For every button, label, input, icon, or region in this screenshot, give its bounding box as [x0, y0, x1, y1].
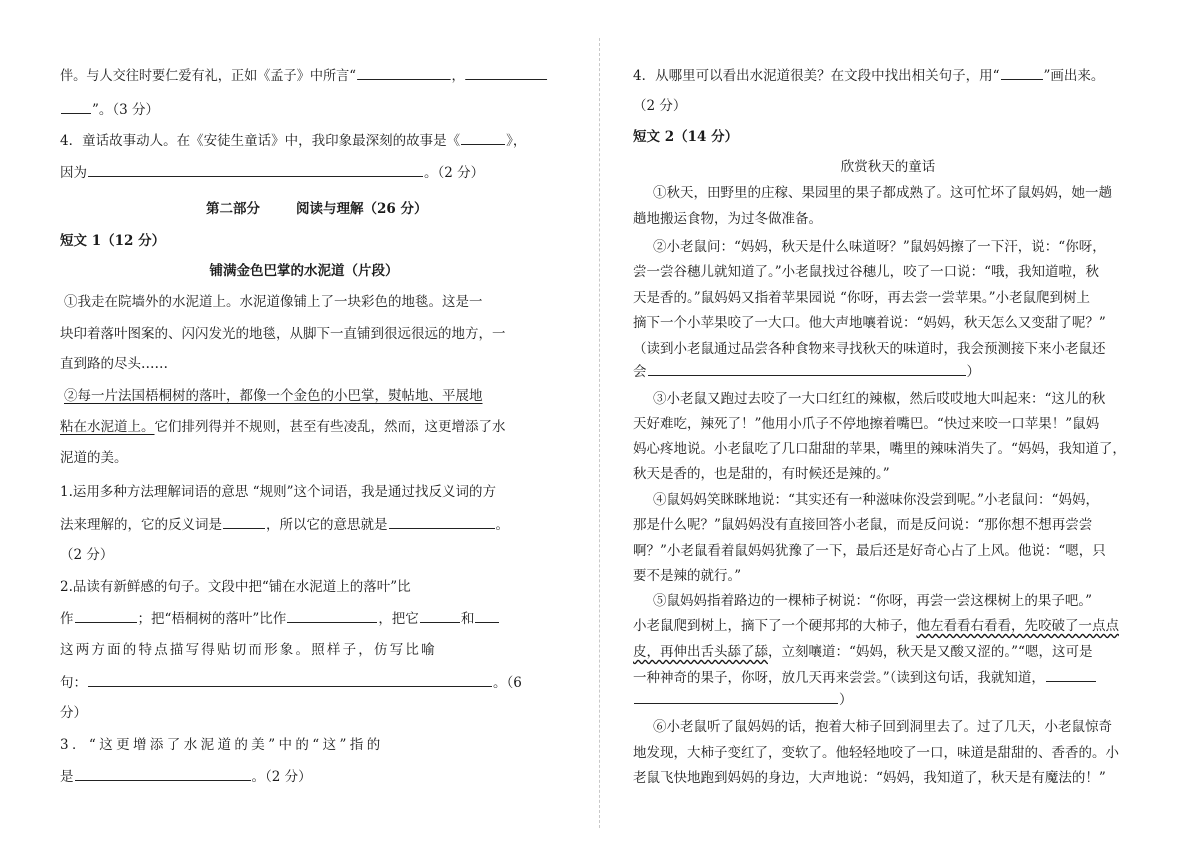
- line-mencius: 伴。与人交往时要仁爱有礼，正如《孟子》中所言“ ，: [60, 66, 548, 85]
- passage-2-para-5-line-4: 一种神奇的果子，你呀，放几天再来尝尝。”（读到这句话，我就知道，: [633, 668, 1097, 687]
- question-4-score: （2 分）: [633, 98, 687, 114]
- answer-blank[interactable]: [1046, 668, 1096, 682]
- answer-blank[interactable]: [461, 131, 505, 145]
- passage-2-para-6-line-3: 老鼠飞快地跑到妈妈的身边，大声地说：“妈妈，我知道了，秋天是有魔法的！”: [633, 770, 1106, 786]
- answer-blank[interactable]: [75, 767, 251, 781]
- passage-1-title: 短文 1（12 分）: [60, 233, 166, 249]
- part-two-heading: 第二部分 阅读与理解（26 分）: [206, 201, 428, 217]
- prediction-note: （读到小老鼠通过品尝各种食物来寻找秋天的味道时，我会预测接下来小老鼠还: [633, 341, 1106, 357]
- passage-2-para-4-line-3: 啊？”小老鼠看着鼠妈妈犹豫了一下，最后还是好奇心占了上风。他说：“嗯，只: [633, 543, 1106, 559]
- passage-2-para-6: ⑥小老鼠听了鼠妈妈的话，抱着大柿子回到洞里去了。过了几天，小老鼠惊奇: [653, 719, 1112, 735]
- answer-blank[interactable]: [1001, 66, 1043, 80]
- question-2: 2.品读有新鲜感的句子。文段中把“铺在水泥道上的落叶”比: [60, 579, 411, 595]
- passage-2-para-2-line-3: 天是香的。”鼠妈妈又指着苹果园说 “你呀，再去尝一尝苹果。”小老鼠爬到树上: [633, 290, 1090, 306]
- question-1: 1.运用多种方法理解词语的意思 “规则”这个词语，我是通过找反义词的方: [60, 484, 496, 500]
- question-1-line-2: 法来理解的，它的反义词是 ，所以它的意思就是 。: [60, 517, 509, 533]
- passage-2-para-4-line-2: 那是什么呢？”鼠妈妈没有直接回答小老鼠，而是反问说：“那你想不想再尝尝: [633, 517, 1093, 533]
- answer-blank[interactable]: [61, 100, 91, 114]
- question-3-line-2: 是 。（2 分）: [60, 769, 312, 785]
- passage-2-para-3-line-3: 妈心疼地说。小老鼠吃了几口甜甜的苹果，嘴里的辣味消失了。“妈妈，我知道了，: [633, 441, 1126, 457]
- question-4-right: 4．从哪里可以看出水泥道很美？在文段中找出相关句子，用“ ”画出来。: [633, 68, 1105, 84]
- passage-2-para-1: ①秋天，田野里的庄稼、果园里的果子都成熟了。这可忙坏了鼠妈妈，她一趟: [653, 185, 1112, 201]
- passage-2-para-1-line-2: 趟地搬运食物，为过冬做准备。: [633, 211, 822, 227]
- passage-1-heading: 铺满金色巴掌的水泥道（片段）: [209, 263, 399, 279]
- answer-blank[interactable]: [287, 609, 377, 623]
- passage-2-para-5-line-5: ）: [633, 690, 853, 709]
- passage-2-para-4-line-4: 要不是辣的就行。”: [633, 568, 742, 584]
- passage-2-para-2: ②小老鼠问：“妈妈，秋天是什么味道呀？”鼠妈妈擦了一下汗，说：“你呀，: [653, 239, 1106, 255]
- question-2-line-3: 这两方面的特点描写得贴切而形象。照样子，仿写比喻: [60, 642, 437, 658]
- meaning-blank[interactable]: [389, 515, 495, 529]
- passage-2-para-3-line-2: 天好难吃，辣死了！”他用小爪子不停地擦着嘴巴。“快过来咬一口苹果！”鼠妈: [633, 416, 1100, 432]
- passage-2-para-2-line-4: 摘下一个小苹果咬了一大口。他大声地嚷着说：“妈妈，秋天怎么又变甜了呢？”: [633, 315, 1106, 331]
- passage-1-para-1-line-2: 块印着落叶图案的、闪闪发光的地毯，从脚下一直铺到很远很远的地方，一: [60, 326, 506, 342]
- question-4-andersen: 4．童话故事动人。在《安徒生童话》中，我印象最深刻的故事是《 》，: [60, 133, 527, 149]
- answer-blank[interactable]: [466, 66, 548, 80]
- passage-2-para-5: ⑤鼠妈妈指着路边的一棵柿子树说：“你呀，再尝一尝这棵树上的果子吧。”: [653, 593, 1093, 609]
- question-2-line-4: 句： 。（6: [60, 675, 522, 691]
- passage-2-para-3: ③小老鼠又跑过去咬了一大口红红的辣椒，然后哎哎地大叫起来：“这儿的秋: [653, 391, 1106, 407]
- question-1-score: （2 分）: [60, 547, 114, 563]
- line-mencius-cont: ”。（3 分）: [60, 100, 159, 119]
- passage-2-para-5-line-2: 小老鼠爬到树上，摘下了一个硬邦邦的大柿子，他左看看右看看，先咬破了一点点: [633, 618, 1119, 634]
- question-4-reason: 因为 。（2 分）: [60, 165, 485, 181]
- passage-2-para-4: ④鼠妈妈笑眯眯地说：“其实还有一种滋味你没尝到呢。”小老鼠问：“妈妈，: [653, 492, 1099, 508]
- answer-blank[interactable]: [357, 66, 451, 80]
- answer-blank[interactable]: [475, 609, 499, 623]
- passage-2-heading: 欣赏秋天的童话: [840, 159, 936, 175]
- passage-2-para-6-line-2: 地发现，大柿子变红了，变软了。他轻轻地咬了一口，味道是甜甜的、香香的。小: [633, 745, 1119, 761]
- passage-2-para-2-line-2: 尝一尝谷穗儿就知道了。”小老鼠找过谷穗儿，咬了一口说：“哦，我知道啦，秋: [633, 264, 1100, 280]
- question-3: 3．“这更增添了水泥道的美”中的“这”指的: [60, 737, 384, 753]
- passage-2-title: 短文 2（14 分）: [633, 129, 739, 145]
- prediction-note-line-2: 会 ）: [633, 364, 980, 380]
- passage-1-para-2-line-2: 粘在水泥道上。它们排列得并不规则，甚至有些凌乱，然而，这更增添了水: [60, 419, 506, 435]
- passage-1-para-2: ②每一片法国梧桐树的落叶，都像一个金色的小巴掌，熨帖地、平展地: [64, 388, 483, 404]
- question-2-line-2: 作 ；把“梧桐树的落叶”比作 ，把它 和: [60, 609, 500, 628]
- answer-blank[interactable]: [634, 690, 838, 704]
- passage-1-para-1: ①我走在院墙外的水泥道上。水泥道像铺上了一块彩色的地毯。这是一: [64, 294, 483, 310]
- antonym-blank[interactable]: [223, 515, 265, 529]
- passage-1-para-2-line-3: 泥道的美。: [60, 450, 128, 466]
- metaphor-blank[interactable]: [88, 673, 492, 687]
- question-2-score: 分）: [60, 705, 87, 721]
- column-divider: [599, 38, 600, 828]
- answer-blank[interactable]: [420, 609, 460, 623]
- passage-1-para-1-line-3: 直到路的尽头……: [60, 356, 168, 372]
- passage-2-para-5-line-3: 皮，再伸出舌头舔了舔，立刻嚷道：“妈妈，秋天是又酸又涩的。”“嗯，这可是: [633, 644, 1093, 660]
- answer-blank[interactable]: [75, 609, 137, 623]
- passage-2-para-3-line-4: 秋天是香的，也是甜的，有时候还是辣的。”: [633, 466, 890, 482]
- answer-blank[interactable]: [88, 163, 423, 177]
- prediction-blank[interactable]: [648, 362, 966, 376]
